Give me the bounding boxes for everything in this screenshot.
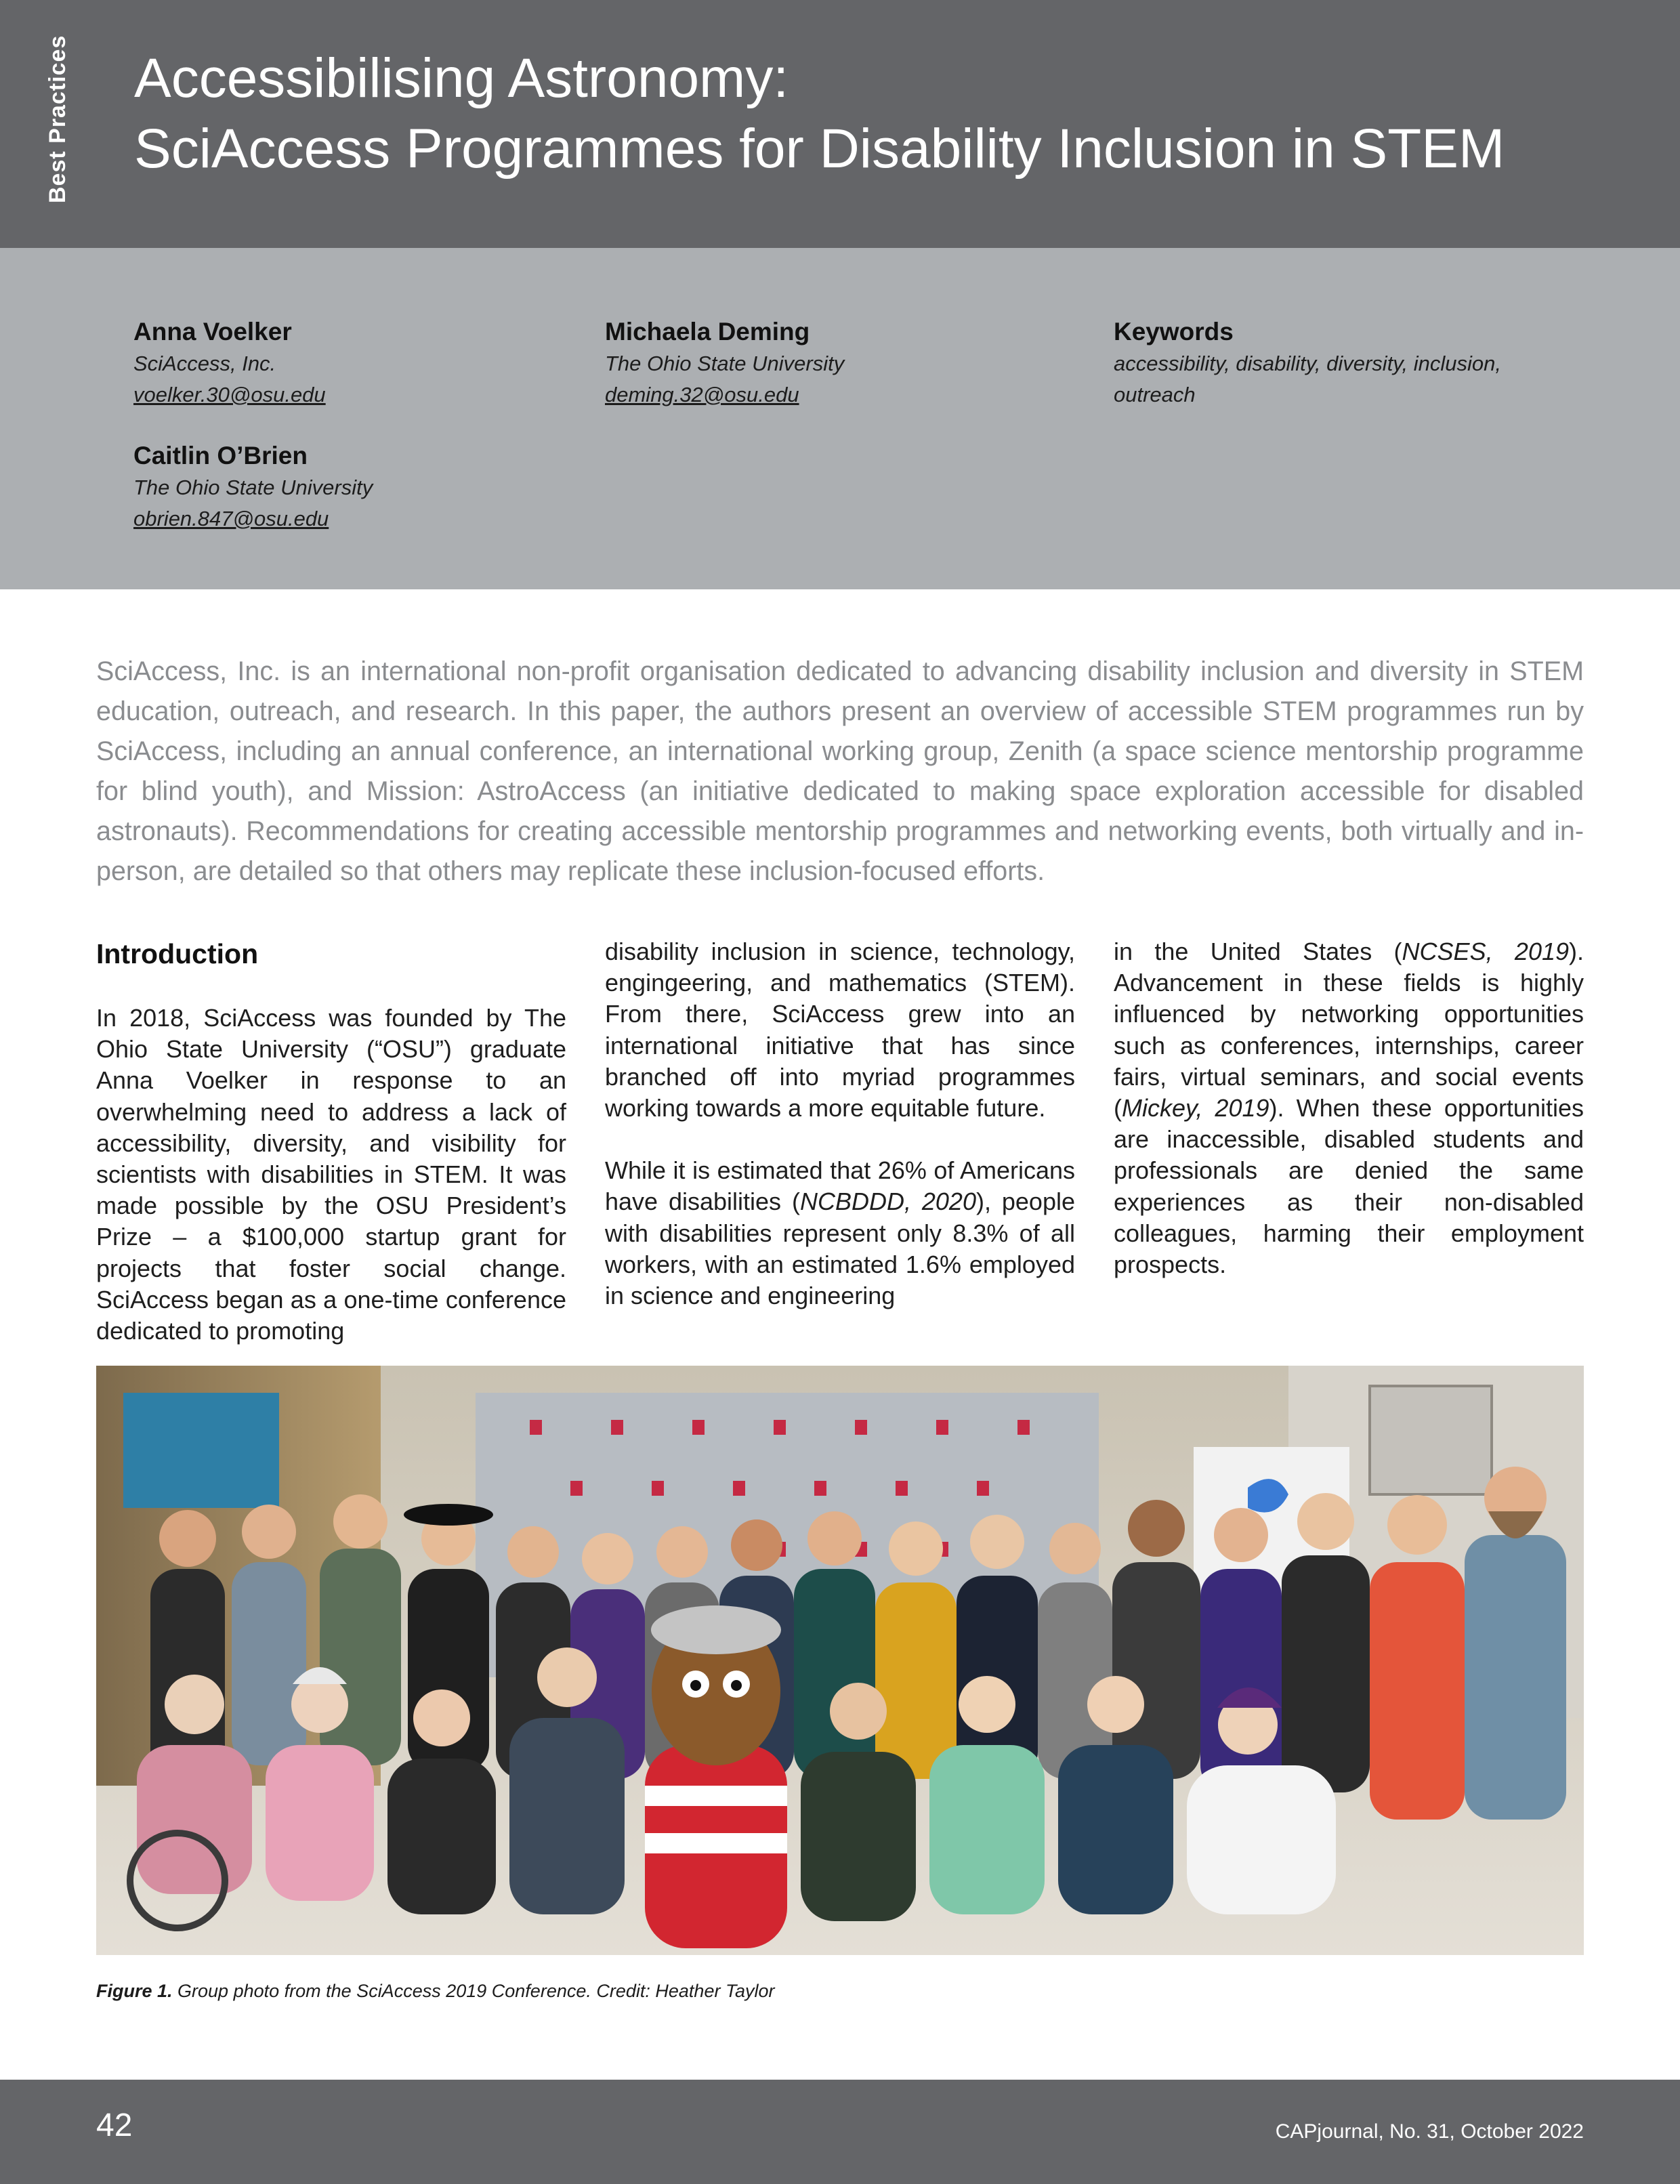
text-run: in the United States ( <box>1114 938 1402 965</box>
author-name: Michaela Deming <box>605 318 810 345</box>
author-card <box>605 316 844 411</box>
abstract: SciAccess, Inc. is an international non-profit organisation dedicated to advancing disability inclusion and diversity in STEM education, outreach, and research. In this paper, the authors present an overview of accessible STEM programmes run by SciAccess, including an annual conference, an international working group, Zenith (a space science mentorship programme for blind youth), and Mission: AstroAccess (an initiative dedicated to making space exploration accessible for disabled astronauts). Recommendations for creating accessible mentorship programmes and networking events, both virtually and in-person, are detailed so that others may replicate these inclusion-focused efforts. <box>96 656 1584 886</box>
figure-caption <box>96 1981 775 2002</box>
journal-citation: CAPjournal, No. 31, October 2022 <box>1275 2120 1584 2143</box>
body-column-2 <box>605 936 1075 1311</box>
body-paragraph <box>605 1155 1075 1311</box>
group-photo-illustration <box>96 1366 1584 1955</box>
body-column-1 <box>96 936 566 1347</box>
author-name: Caitlin O’Brien <box>133 442 308 469</box>
text-run: While it is estimated that 26% of Americans have disabilities ( <box>605 1156 1075 1216</box>
group-photo <box>96 1366 1584 1955</box>
page-number: 42 <box>96 2107 133 2143</box>
author-affiliation: The Ohio State University <box>605 352 845 375</box>
author-email-link[interactable]: obrien.847@osu.edu <box>133 507 329 530</box>
keywords-text: accessibility, disability, diversity, inclusion, outreach <box>1114 352 1501 406</box>
section-heading-introduction: Introduction <box>96 938 259 969</box>
text-run: ). Advancement in these fields is highly influenced by networking opportunities such as conferences, internships, career fairs, virtual seminars, and social events ( <box>1114 938 1584 1122</box>
body-paragraph: disability inclusion in science, technology, engingeering, and mathematics (STEM). From there, SciAccess grew into an international initiative that has since branched off into myriad programmes working towards a more equitable future. <box>605 938 1075 1122</box>
body-paragraph <box>1114 936 1584 1280</box>
figure-label: Figure 1. <box>96 1981 173 2001</box>
author-affiliation: The Ohio State University <box>133 476 373 499</box>
author-affiliation: SciAccess, Inc. <box>133 352 276 375</box>
body-paragraph: In 2018, SciAccess was founded by The Ohio State University (“OSU”) graduate Anna Voelker in response to an overwhelming need to address a lack of accessibility, diversity, and visibility for scientists with disabilities in STEM. It was made possible by the OSU President’s Prize – a $100,000 startup grant for projects that foster social change. SciAccess began as a one-time conference dedicated to promoting <box>96 1004 566 1345</box>
citation: NCBDDD, 2020 <box>799 1188 976 1216</box>
text-run: ), people with disabilities represent only 8.3% of all workers, with an estimated 1.6% employed in science and engineering <box>605 1188 1075 1310</box>
footer-band <box>0 2080 1680 2184</box>
citation: Mickey, 2019 <box>1122 1094 1269 1122</box>
text-run: ). When these opportunities are inaccessible, disabled students and professionals are denied the same experiences as their non-disabled colleagues, harming their employment prospects. <box>1114 1094 1584 1279</box>
author-name: Anna Voelker <box>133 318 292 345</box>
author-email-link[interactable]: voelker.30@osu.edu <box>133 383 326 406</box>
author-email-link[interactable]: deming.32@osu.edu <box>605 383 799 406</box>
article-title <box>134 43 1638 184</box>
keywords-heading: Keywords <box>1114 318 1234 345</box>
author-card <box>133 440 373 534</box>
title-line-1: Accessibilising Astronomy: <box>134 47 789 109</box>
authors-band <box>0 248 1680 589</box>
keywords-block <box>1114 316 1547 411</box>
body-column-3 <box>1114 936 1584 1280</box>
citation: NCSES, 2019 <box>1402 938 1570 965</box>
title-line-2: SciAccess Programmes for Disability Inclusion in STEM <box>134 118 1505 180</box>
author-card <box>133 316 326 411</box>
section-tag: Best Practices <box>45 35 70 203</box>
header-band <box>0 0 1680 248</box>
figure-caption-text: Group photo from the SciAccess 2019 Conference. Credit: Heather Taylor <box>172 1981 775 2001</box>
